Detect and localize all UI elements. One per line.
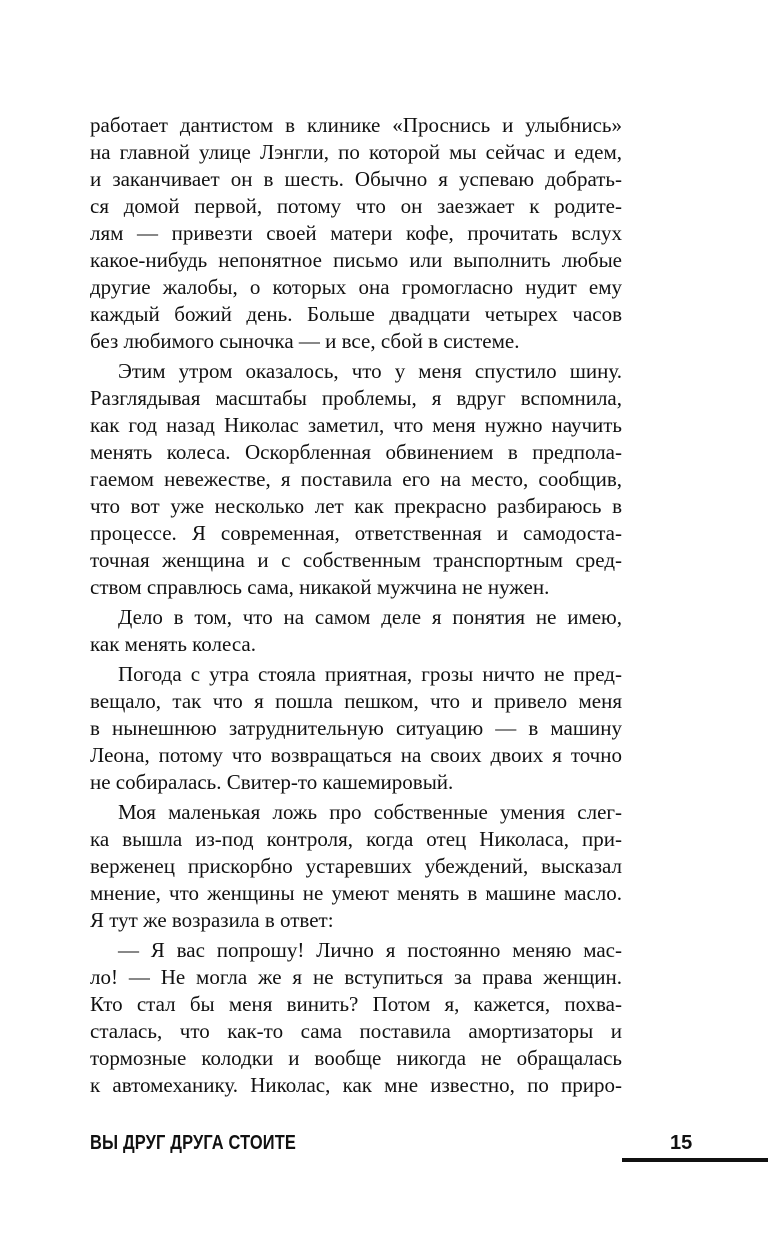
text-line: вещало, так что я пошла пешком, что и привело меня (90, 689, 622, 713)
text-line: работает дантистом в клинике «Проснись и улыбнись» (90, 113, 622, 137)
text-line: верженец прискорбно устаревших убеждений, высказал (90, 854, 622, 878)
page-number: 15 (670, 1132, 693, 1154)
text-line: ством справлюсь сама, никакой мужчина не нужен. (90, 575, 550, 599)
text-line: в нынешнюю затруднительную ситуацию — в машину (90, 716, 622, 740)
text-line: Я тут же возразила в ответ: (90, 908, 334, 932)
text-line: процессе. Я современная, ответственная и самодоста- (90, 521, 622, 545)
text-line: лям — привезти своей матери кофе, прочитать вслух (90, 221, 622, 245)
text-line: без любимого сыночка — и все, сбой в системе. (90, 329, 520, 353)
text-line: тормозные колодки и вообще никогда не обращалась (90, 1046, 622, 1070)
text-line: мнение, что женщины не умеют менять в машине масло. (90, 881, 622, 905)
text-line: гаемом невежестве, я поставила его на место, сообщив, (90, 467, 622, 491)
page-footer (90, 1132, 768, 1172)
text-line: менять колеса. Оскорбленная обвинением в предпола- (90, 440, 622, 464)
text-line: к автомеханику. Николас, как мне известно, по приро- (90, 1073, 622, 1097)
text-line: Дело в том, что на самом деле я понятия не имею, (118, 605, 622, 629)
text-line: Этим утром оказалось, что у меня спустило шину. (118, 359, 622, 383)
text-line: каждый божий день. Больше двадцати четырех часов (90, 302, 622, 326)
text-line: точная женщина и с собственным транспортным сред- (90, 548, 622, 572)
text-line: и заканчивает он в шесть. Обычно я успеваю добрать- (90, 167, 622, 191)
text-line: что вот уже несколько лет как прекрасно разбираюсь в (90, 494, 622, 518)
text-line: какое-нибудь непонятное письмо или выполнить любые (90, 248, 622, 272)
text-line: — Я вас попрошу! Лично я постоянно меняю мас- (118, 938, 622, 962)
text-line: как год назад Николас заметил, что меня нужно научить (90, 413, 622, 437)
footer-rule (622, 1158, 768, 1162)
text-line: не собиралась. Свитер-то кашемировый. (90, 770, 454, 794)
text-line: сталась, что как-то сама поставила амортизаторы и (90, 1019, 622, 1043)
text-line: Моя маленькая ложь про собственные умения слег- (118, 800, 622, 824)
text-line: Леона, потому что возвращаться на своих двоих я точно (90, 743, 622, 767)
text-line: Кто стал бы меня винить? Потом я, кажется, похва- (90, 992, 622, 1016)
text-line: ся домой первой, потому что он заезжает к родите- (90, 194, 622, 218)
text-line: на главной улице Лэнгли, по которой мы сейчас и едем, (90, 140, 622, 164)
text-line: Разглядывая масштабы проблемы, я вдруг вспомнила, (90, 386, 622, 410)
text-line: ка вышла из-под контроля, когда отец Николаса, при- (90, 827, 622, 851)
text-line: ло! — Не могла же я не вступиться за права женщин. (90, 965, 622, 989)
running-title: ВЫ ДРУГ ДРУГА СТОИТЕ (90, 1132, 297, 1154)
text-line: другие жалобы, о которых она громогласно нудит ему (90, 275, 622, 299)
text-line: как менять колеса. (90, 632, 257, 656)
body-text (90, 112, 622, 1099)
text-line: Погода с утра стояла приятная, грозы ничто не пред- (118, 662, 622, 686)
